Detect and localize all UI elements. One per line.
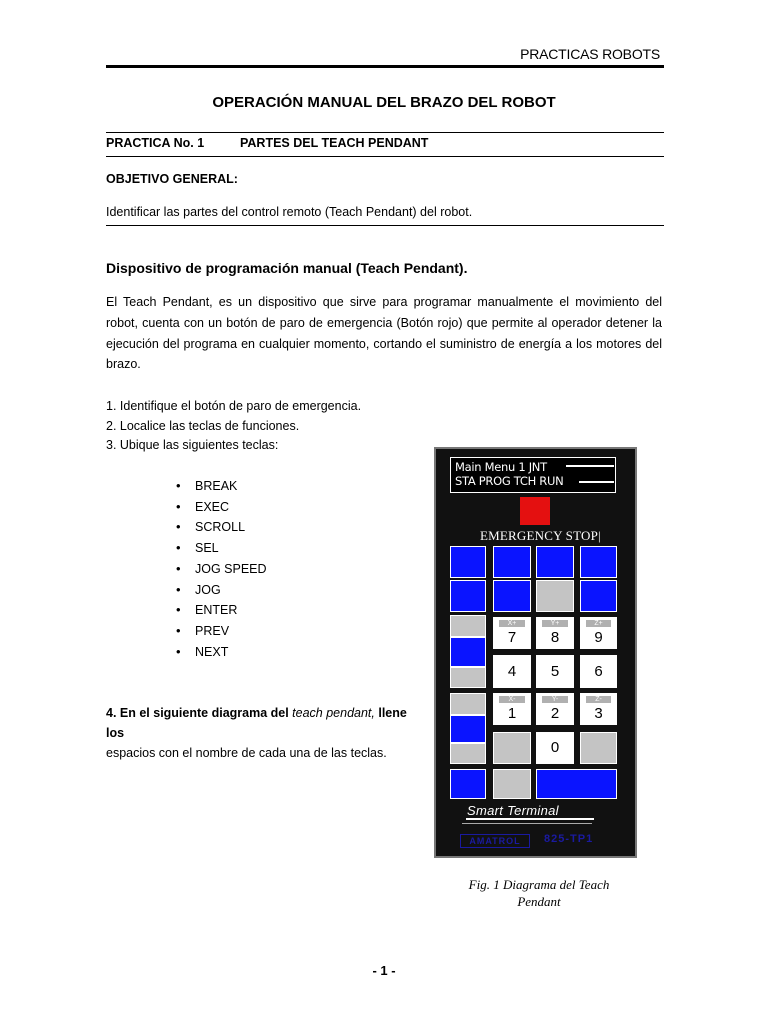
list-item: • NEXT	[176, 642, 267, 663]
key-4[interactable]	[493, 655, 531, 688]
key-digit: 8	[550, 629, 560, 646]
key-6[interactable]	[580, 655, 617, 688]
maker-logo: AMATROL	[460, 834, 530, 848]
step-4-lead: 4. En el siguiente diagrama del	[106, 706, 293, 720]
key-label: Y+	[542, 620, 568, 627]
page-title: OPERACIÓN MANUAL DEL BRAZO DEL ROBOT	[212, 94, 556, 111]
side-key[interactable]	[450, 615, 486, 637]
objetivo-text: Identificar las partes del control remoto (Teach Pendant) del robot.	[106, 205, 473, 219]
brand-rule	[462, 823, 592, 824]
step-1: 1. Identifique el botón de paro de emergencia.	[106, 399, 362, 413]
keypad-key[interactable]	[580, 732, 617, 764]
keys-bullet-list	[176, 476, 267, 662]
list-item: • EXEC	[176, 497, 267, 518]
section-heading: Dispositivo de programación manual (Teach Pendant).	[106, 260, 468, 276]
running-header: PRACTICAS ROBOTS	[520, 46, 660, 62]
key-digit: 4	[507, 663, 517, 680]
function-key[interactable]	[450, 546, 486, 578]
key-digit: 3	[594, 705, 603, 722]
key-digit: 9	[594, 629, 603, 646]
function-key[interactable]	[493, 580, 531, 612]
side-key[interactable]	[450, 743, 486, 764]
key-5[interactable]	[536, 655, 574, 688]
list-item: • JOG	[176, 580, 267, 601]
model-number: 825-TP1	[544, 833, 594, 845]
key-digit: 2	[550, 705, 560, 722]
step-2: 2. Localice las teclas de funciones.	[106, 418, 300, 433]
practica-name: PARTES DEL TEACH PENDANT	[240, 136, 429, 150]
function-key[interactable]	[450, 580, 486, 612]
step-4-tail: llene los	[106, 706, 407, 740]
key-digit: 0	[550, 739, 560, 756]
key-2[interactable]	[536, 693, 574, 725]
practica-label: PRACTICA No. 1	[106, 136, 205, 150]
side-key[interactable]	[450, 715, 486, 743]
key-9[interactable]	[580, 617, 617, 649]
page-number: - 1 -	[372, 963, 396, 978]
key-8[interactable]	[536, 617, 574, 649]
step-4-line2: espacios con el nombre de cada una de las teclas.	[106, 746, 387, 760]
keypad-key[interactable]	[493, 732, 531, 764]
side-key[interactable]	[450, 693, 486, 715]
key-label: X+	[499, 620, 525, 627]
key-1[interactable]	[493, 693, 531, 725]
divider	[106, 132, 664, 133]
caption-line-2: Pendant	[517, 894, 561, 909]
step-3: 3. Ubique las siguientes teclas:	[106, 438, 279, 452]
function-key[interactable]	[493, 546, 531, 578]
steps-list	[106, 397, 361, 456]
enter-key[interactable]	[536, 769, 617, 799]
list-item: • JOG SPEED	[176, 559, 267, 580]
step-4	[106, 703, 426, 763]
list-item: • SEL	[176, 538, 267, 559]
key-digit: 6	[594, 663, 603, 680]
function-key[interactable]	[450, 769, 486, 799]
side-key[interactable]	[450, 637, 486, 667]
keypad-key[interactable]	[493, 769, 531, 799]
screen-line-2: STA PROG TCH RUN	[455, 474, 564, 488]
function-key[interactable]	[580, 580, 617, 612]
header-rule	[106, 65, 664, 68]
side-key[interactable]	[450, 667, 486, 688]
function-key[interactable]	[580, 546, 617, 578]
step-4-italic: teach pendant,	[292, 706, 375, 720]
key-digit: 1	[507, 705, 517, 722]
divider	[106, 225, 664, 226]
figure-caption	[440, 876, 638, 910]
key-label: Z+	[586, 620, 611, 627]
objetivo-heading: OBJETIVO GENERAL:	[106, 172, 238, 186]
pendant-screen	[450, 457, 616, 493]
brand-text: Smart Terminal	[467, 803, 559, 818]
brand-rule	[466, 818, 594, 820]
list-item: • BREAK	[176, 476, 267, 497]
key-0[interactable]	[536, 732, 574, 764]
list-item: • PREV	[176, 621, 267, 642]
key-7[interactable]	[493, 617, 531, 649]
key-digit: 7	[507, 629, 517, 646]
key-label: Z-	[586, 696, 611, 703]
key-label: X-	[499, 696, 525, 703]
emergency-stop-label: EMERGENCY STOP|	[480, 528, 601, 543]
section-paragraph: El Teach Pendant, es un dispositivo que sirve para programar manualmente el movimiento del robot, cuenta con un botón de paro de emergencia (Botón rojo) que permite al operador detener la ejecución del programa en cualquier momento, cortando el suministro de energía a los motores del brazo.	[106, 295, 662, 372]
key-3[interactable]	[580, 693, 617, 725]
divider	[106, 156, 664, 157]
list-item: • SCROLL	[176, 517, 267, 538]
caption-line-1: Fig. 1 Diagrama del Teach	[468, 877, 610, 892]
key-digit: 5	[550, 663, 560, 680]
screen-underline	[566, 465, 614, 467]
function-key[interactable]	[536, 546, 574, 578]
screen-line-1: Main Menu 1 JNT	[455, 460, 547, 474]
key-label: Y-	[542, 696, 568, 703]
list-item: • ENTER	[176, 600, 267, 621]
emergency-stop-button[interactable]	[520, 497, 550, 525]
screen-underline	[579, 481, 614, 483]
function-key[interactable]	[536, 580, 574, 612]
